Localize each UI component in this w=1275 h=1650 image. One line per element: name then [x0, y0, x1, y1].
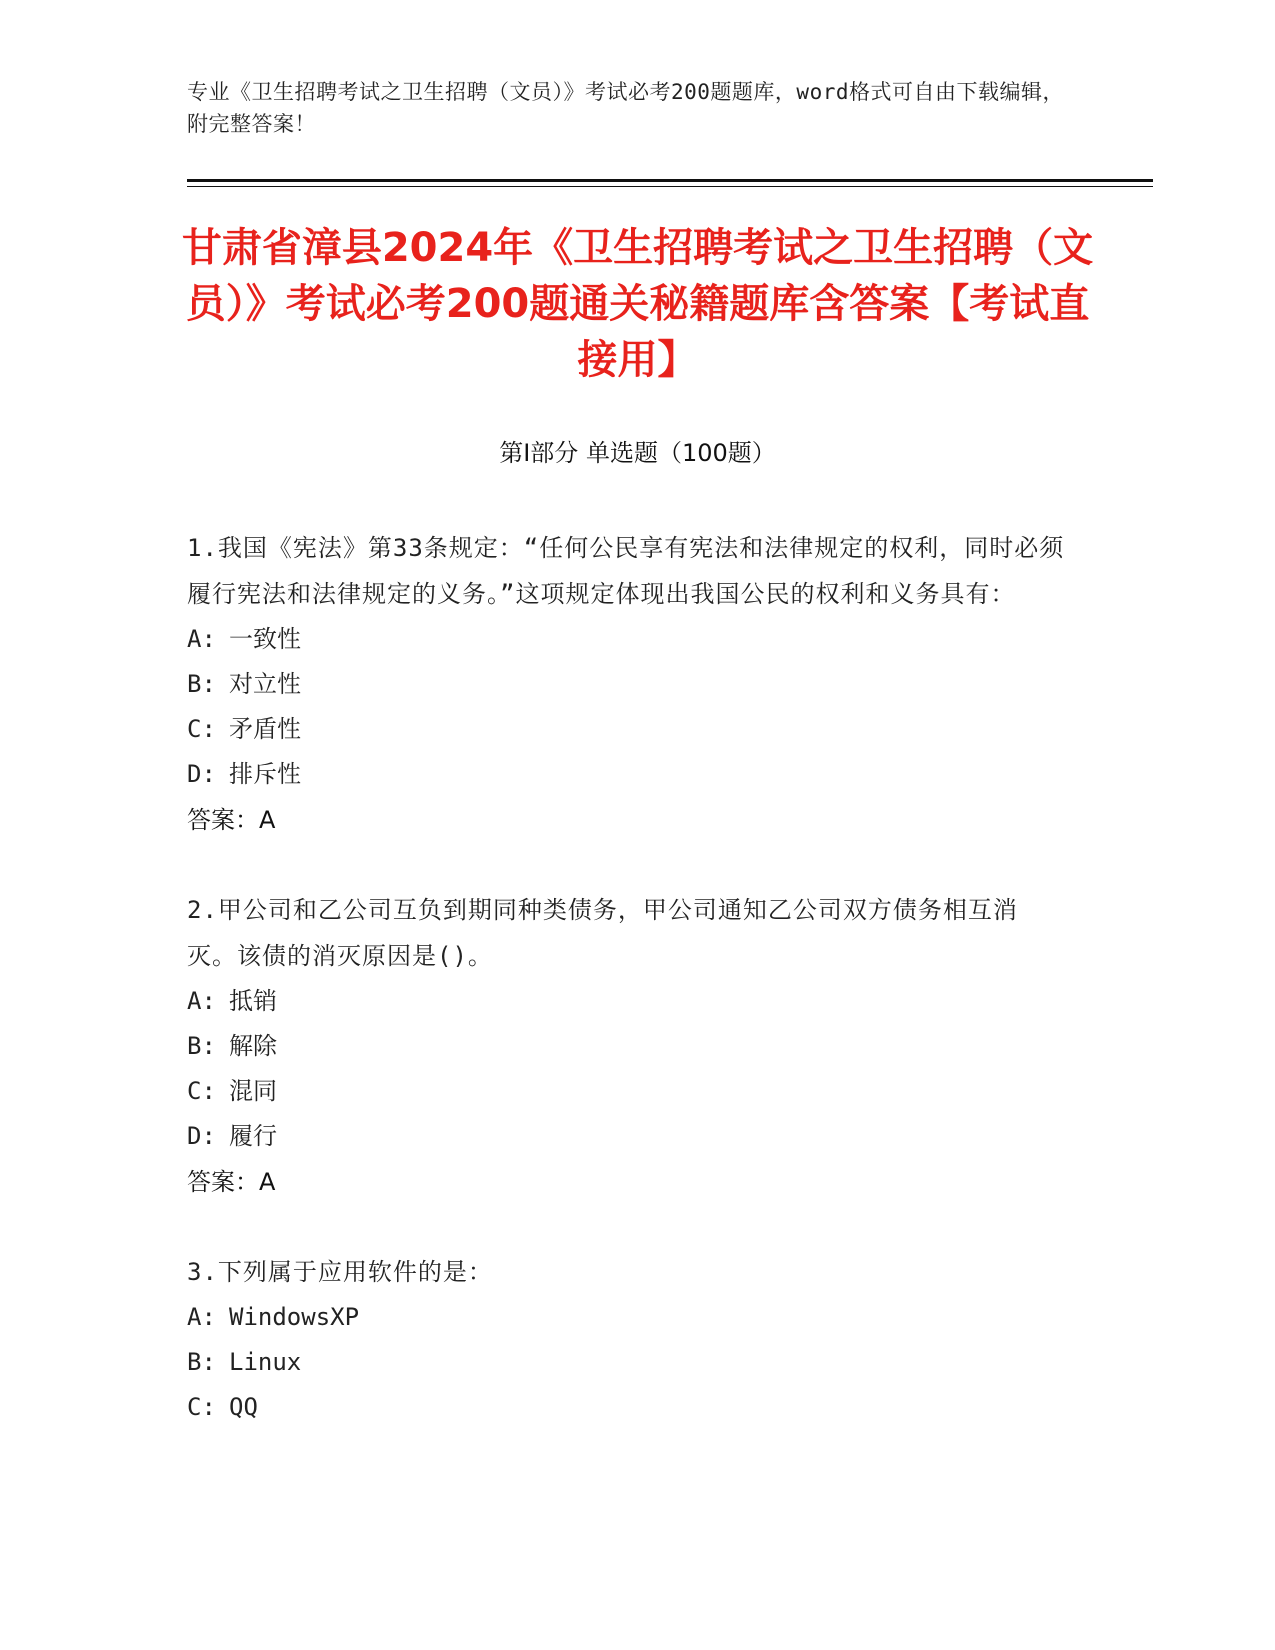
option-text: Linux: [229, 1348, 302, 1376]
option-text: 排斥性: [229, 760, 301, 788]
answer-line: 答案：A: [187, 1168, 276, 1196]
option-row: [187, 1069, 1067, 1114]
option-key: B:: [187, 670, 216, 698]
option-text: 解除: [229, 1032, 277, 1060]
option-row: [187, 1114, 1067, 1159]
option-text: 矛盾性: [229, 715, 301, 743]
question-item: [187, 525, 1067, 843]
option-key: C:: [187, 715, 216, 743]
answer-line: 答案：A: [187, 806, 276, 834]
option-text: 抵销: [229, 987, 277, 1015]
option-key: D:: [187, 1122, 216, 1150]
question-item: [187, 1249, 1067, 1430]
option-key: A:: [187, 1303, 216, 1331]
document-title: 甘肃省漳县2024年《卫生招聘考试之卫生招聘（文员）》考试必考200题通关秘籍题库含答案【考试直接用】: [181, 225, 1094, 383]
header-divider-thin: [187, 186, 1153, 187]
option-row: [187, 752, 1067, 797]
option-key: D:: [187, 760, 216, 788]
option-row: [187, 979, 1067, 1024]
question-item: [187, 887, 1067, 1205]
question-stem: 3.下列属于应用软件的是：: [187, 1258, 493, 1286]
option-key: B:: [187, 1348, 216, 1376]
option-text: 一致性: [229, 625, 301, 653]
option-key: C:: [187, 1393, 216, 1421]
option-row: [187, 1024, 1067, 1069]
option-row: [187, 1340, 1067, 1385]
option-text: 对立性: [229, 670, 301, 698]
option-row: [187, 707, 1067, 752]
option-text: WindowsXP: [229, 1303, 360, 1331]
option-text: 履行: [229, 1122, 277, 1150]
option-row: [187, 662, 1067, 707]
option-key: C:: [187, 1077, 216, 1105]
question-list: [187, 525, 1067, 1474]
option-row: [187, 617, 1067, 662]
option-text: QQ: [229, 1393, 258, 1421]
section-heading: 第I部分 单选题（100题）: [499, 439, 776, 467]
option-key: B:: [187, 1032, 216, 1060]
option-text: 混同: [229, 1077, 277, 1105]
option-row: [187, 1295, 1067, 1340]
option-key: A:: [187, 987, 216, 1015]
question-stem: 1.我国《宪法》第33条规定：“任何公民享有宪法和法律规定的权利，同时必须履行宪法和法律规定的义务。”这项规定体现出我国公民的权利和义务具有：: [187, 534, 1065, 608]
question-stem: 2.甲公司和乙公司互负到期同种类债务，甲公司通知乙公司双方债务相互消灭。该债的消灭原因是()。: [187, 896, 1018, 970]
header-divider-thick: [187, 179, 1153, 182]
option-key: A:: [187, 625, 216, 653]
option-row: [187, 1385, 1067, 1430]
header-note: 专业《卫生招聘考试之卫生招聘（文员）》考试必考200题题库，word格式可自由下载编辑，附完整答案！: [187, 80, 1064, 136]
